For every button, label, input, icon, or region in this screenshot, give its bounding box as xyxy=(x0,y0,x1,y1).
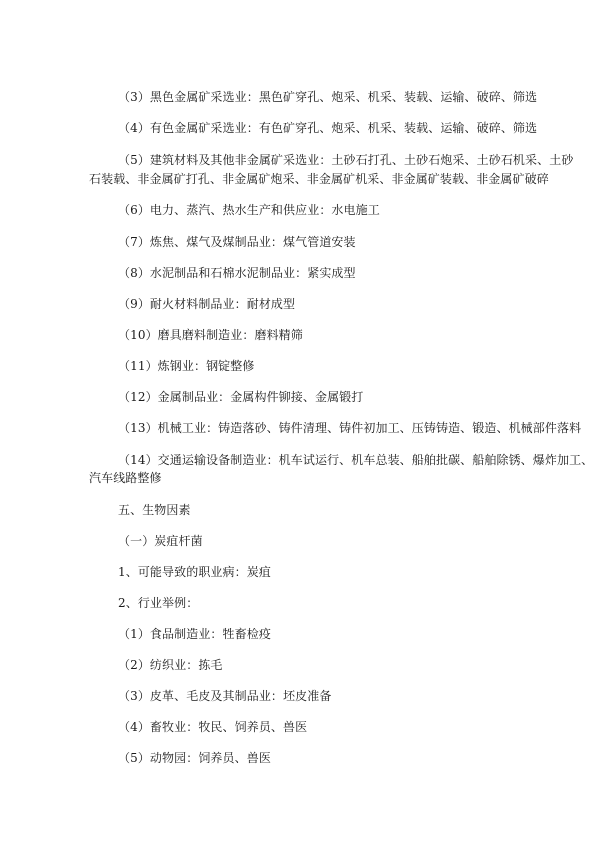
text-line-abrasives: （10）磨具磨料制造业：磨料精筛 xyxy=(118,328,303,342)
text-line-zoo: （5）动物园：饲养员、兽医 xyxy=(118,751,271,765)
section-heading-biological-factors: 五、生物因素 xyxy=(118,503,191,517)
text-line-nonferrous-mining: （4）有色金属矿采选业：有色矿穿孔、炮采、机采、装载、运输、破碎、筛选 xyxy=(118,121,538,135)
text-line-industry-examples: 2、行业举例： xyxy=(118,596,199,610)
text-line-metal-products: （12）金属制品业：金属构件铆接、金属锻打 xyxy=(118,390,364,404)
text-line-cement-products: （8）水泥制品和石棉水泥制品业：紧实成型 xyxy=(118,266,356,280)
text-line-transport-equipment-cont: 汽车线路整修 xyxy=(89,471,162,485)
text-line-steelmaking: （11）炼钢业：钢锭整修 xyxy=(118,359,255,373)
text-line-machinery: （13）机械工业：铸造落砂、铸件清理、铸件初加工、压铸铸造、锻造、机械部件落料 xyxy=(118,421,582,435)
text-line-textile: （2）纺织业：拣毛 xyxy=(118,658,223,672)
text-line-livestock: （4）畜牧业：牧民、饲养员、兽医 xyxy=(118,720,308,734)
text-line-coking: （7）炼焦、煤气及煤制品业：煤气管道安装 xyxy=(118,235,356,249)
text-line-building-materials-cont: 石装载、非金属矿打孔、非金属矿炮采、非金属矿机采、非金属矿装载、非金属矿破碎 xyxy=(89,172,549,186)
text-line-food-manufacturing: （1）食品制造业：牲畜检疫 xyxy=(118,627,271,641)
text-line-refractory: （9）耐火材料制品业：耐材成型 xyxy=(118,297,296,311)
subsection-heading-anthrax-bacillus: （一）炭疽杆菌 xyxy=(118,534,203,548)
text-line-occupational-disease: 1、可能导致的职业病：炭疽 xyxy=(118,565,271,579)
text-line-building-materials: （5）建筑材料及其他非金属矿采选业：土砂石打孔、土砂石炮采、土砂石机采、土砂 xyxy=(118,153,574,167)
text-line-ferrous-mining: （3）黑色金属矿采选业：黑色矿穿孔、炮采、机采、装载、运输、破碎、筛选 xyxy=(118,90,538,104)
text-line-power-supply: （6）电力、蒸汽、热水生产和供应业：水电施工 xyxy=(118,203,380,217)
text-line-transport-equipment: （14）交通运输设备制造业：机车试运行、机车总装、船舶批碳、船舶除锈、爆炸加工、 xyxy=(118,453,594,467)
text-line-leather-fur: （3）皮革、毛皮及其制品业：坯皮准备 xyxy=(118,689,332,703)
